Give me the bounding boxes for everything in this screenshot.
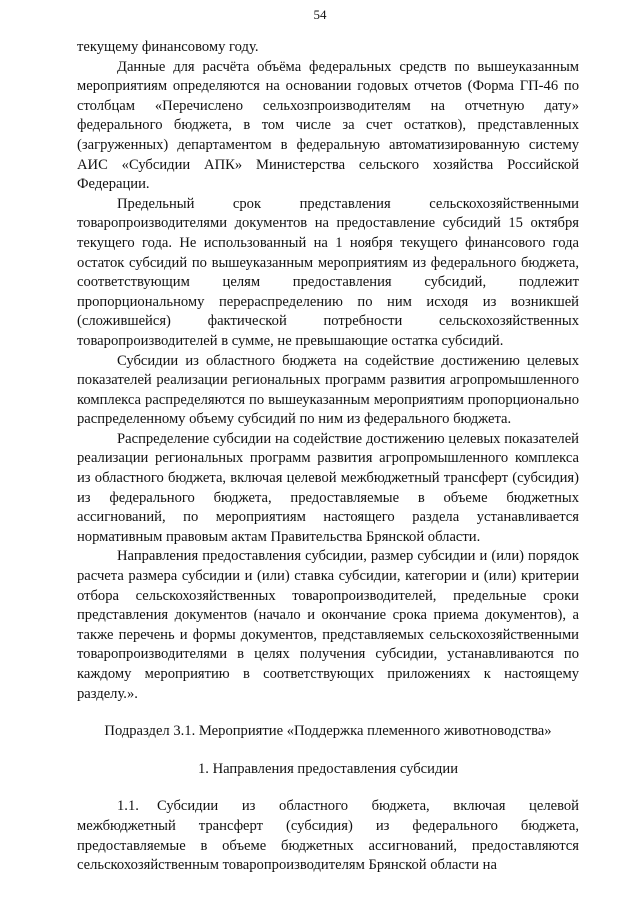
page-number: 54 (313, 7, 327, 22)
section-title: 1. Направления предоставления субсидии (197, 760, 458, 777)
subsection-title: Подраздел 3.1. Мероприятие «Поддержка племенного животноводства» (104, 723, 552, 740)
paragraph: Данные для расчёта объёма федеральных средств по вышеуказанным мероприятиям определяются на основании годовых отчетов (Форма ГП-46 по столбцам «Перечислено сельхозпроизводителям на отчетную дату» федерального бюджета, в том числе за счет остатков), представленных (загруженных) департаментом в федеральную автоматизированную систему АИС «Субсидии АПК» Министерства сельского хозяйства Российской Федерации. (77, 58, 579, 193)
numbered-item (77, 797, 579, 875)
item-text: Субсидии из областного бюджета, включая целевой межбюджетный трансферт (субсидия) из федерального бюджета, предоставляемые в объеме бюджетных ассигнований, предоставляются сельскохозяйственным товаропроизводителям Брянской области на (77, 798, 579, 874)
paragraph: Направления предоставления субсидии, размер субсидии и (или) порядок расчета размера субсидии и (или) ставка субсидии, категории и (или) критерии отбора сельскохозяйственных товаропроизводителей, предельные сроки представления документов (начало и окончание срока приема документов), а также перечень и формы документов, представляемых сельскохозяйственными товаропроизводителями в целях получения субсидии, устанавливаются по каждому мероприятию в соответствующих приложениях к настоящему разделу.». (77, 548, 579, 702)
document-body (77, 38, 579, 876)
paragraph: Распределение субсидии на содействие достижению целевых показателей реализации региональных программ развития агропромышленного комплекса из областного бюджета, включая целевой межбюджетный трансферт (субсидия) из федерального бюджета, предоставляемые в объеме бюджетных ассигнований, по мероприятиям настоящего раздела устанавливается нормативным правовым актам Правительства Брянской области. (77, 430, 579, 545)
item-number: 1.1. (117, 798, 139, 815)
paragraph-continuation: текущему финансовому году. (77, 39, 259, 55)
paragraph: Предельный срок представления сельскохозяйственными товаропроизводителями документов на предоставление субсидий 15 октября текущего года. Не использованный на 1 ноября текущего финансового года остаток субсидий по вышеуказанным мероприятиям из федерального бюджета, соответствующим целям предоставления субсидий, подлежит пропорциональному перераспределению по ним исходя из возникшей (сложившейся) фактической потребности сельскохозяйственных товаропроизводителей в сумме, не превышающие остатка субсидий. (77, 195, 579, 349)
paragraph: Субсидии из областного бюджета на содействие достижению целевых показателей реализации региональных программ развития агропромышленного комплекса распределяются по вышеуказанным мероприятиям пропорционально распределенному объему субсидий по ним из федерального бюджета. (77, 352, 579, 428)
